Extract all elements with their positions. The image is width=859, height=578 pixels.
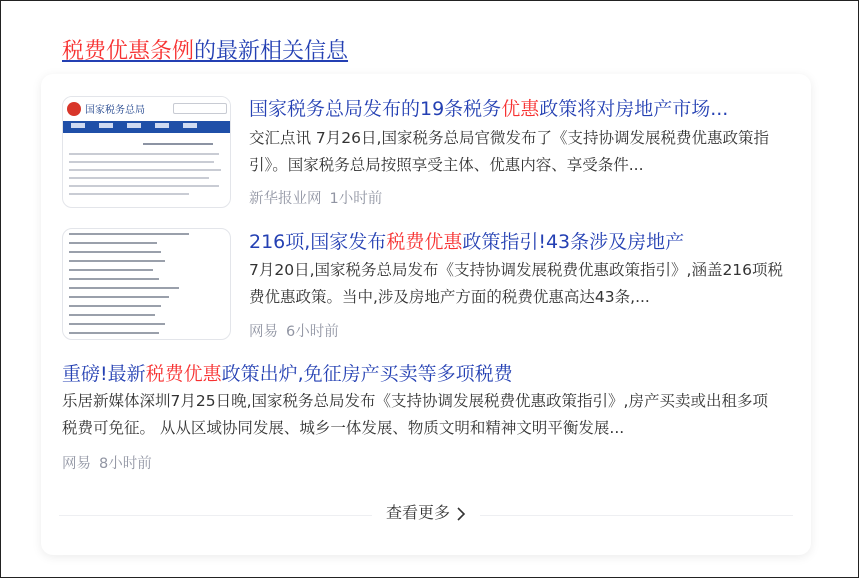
emblem-icon [67,102,81,116]
result-meta-1 [249,187,382,208]
result-meta-2 [249,320,339,341]
result-abstract-2: 7月20日,国家税务总局发布《支持协调发展税费优惠政策指引》,涵盖216项税费优惠政策。当中,涉及房地产方面的税费优惠高达43条,... [249,261,784,306]
section-title-link[interactable] [62,34,348,65]
thumb-nav-bar [63,121,230,133]
title-text: 政策出炉,免征房产买卖等多项税费 [221,363,513,385]
chevron-right-icon [456,507,466,521]
title-highlight: 税费优惠 [145,363,222,385]
title-text: 重磅!最新 [62,363,146,385]
title-highlight: 税费优惠条例 [62,39,195,64]
thumb-search-box [173,103,227,114]
title-highlight: 优惠 [501,98,540,120]
timestamp: 8小时前 [99,456,152,472]
source-name: 网易 [249,324,278,340]
title-text: 政策将对房地产市场... [539,98,729,120]
title-text: 政策指引!43条涉及房地产 [462,231,685,253]
timestamp: 6小时前 [286,324,339,340]
title-rest: 的最新相关信息 [194,39,349,64]
result-title-1[interactable] [249,94,728,121]
source-name: 新华报业网 [249,191,322,207]
title-text: 国家税务总局发布的19条税务 [249,98,502,120]
thumb-site-name: 国家税务总局 [85,105,145,116]
title-highlight: 税费优惠 [386,231,463,253]
result-title-2[interactable] [249,227,684,254]
result-abstract-1: 交汇点讯 7月26日,国家税务总局官微发布了《支持协调发展税费优惠政策指引》。国家税务总局按照享受主体、优惠内容、享受条件... [249,129,769,174]
result-thumbnail-2[interactable] [62,228,231,340]
view-more-label: 查看更多 [385,503,450,522]
result-meta-3 [62,452,152,473]
result-thumbnail-1[interactable] [62,96,231,208]
title-text: 216项,国家发布 [249,231,387,253]
result-title-3[interactable] [62,359,513,386]
view-more-button[interactable] [41,500,811,523]
news-card [41,74,811,555]
timestamp: 1小时前 [329,191,383,207]
result-abstract-3: 乐居新媒体深圳7月25日晚,国家税务总局发布《支持协调发展税费优惠政策指引》,房产买卖或出租多项税费可免征。 从从区域协同发展、城乡一体发展、物质文明和精神文明平衡发展... [62,392,768,437]
source-name: 网易 [62,456,91,472]
